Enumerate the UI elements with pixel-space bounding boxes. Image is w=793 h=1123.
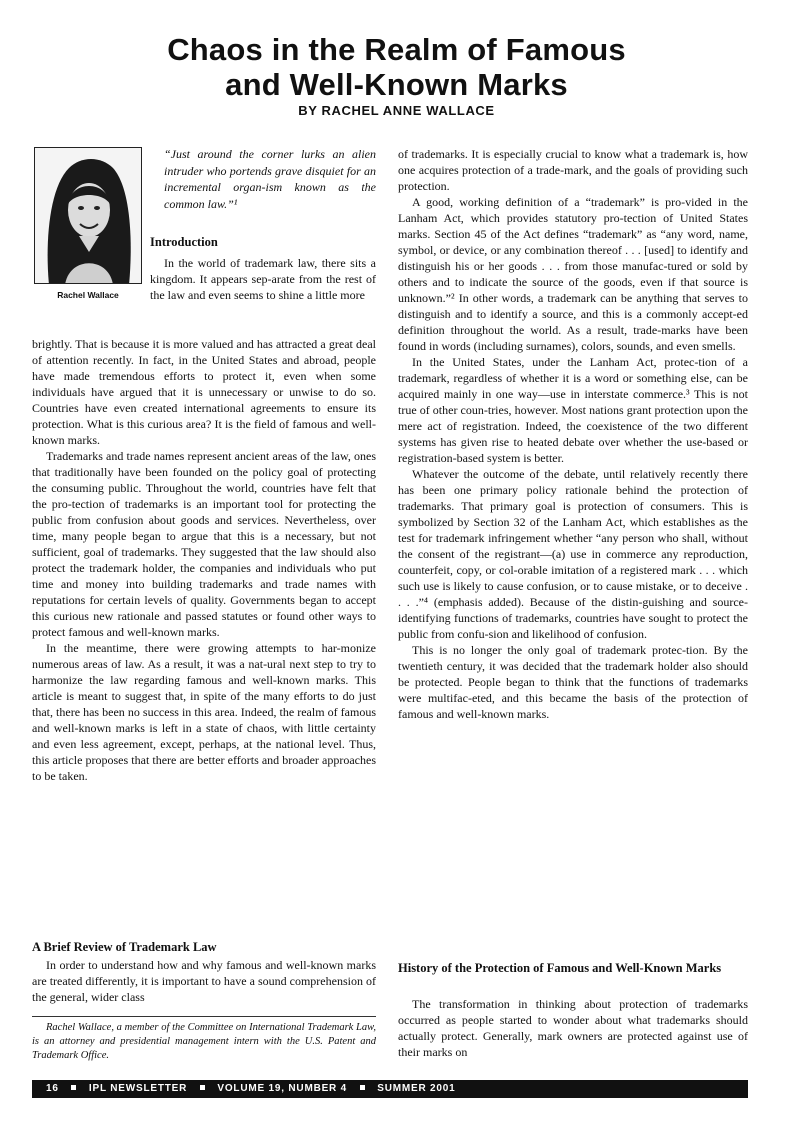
body-paragraph: Whatever the outcome of the debate, until relatively recently there has been one primary policy rationale behind the protection of trademarks. That primary goal is protection of consumers. This is symbolized by Section 32 of the Lanham Act, which establishes as the test for trademark infringement whether “any person who shall, without the consent of the registrant—(a) use in commerce any reproduction, counterfeit, copy, or col-orable imitation of a registered mark . . . which such use is likely to cause confusion, or to cause mistake, or to deceive . . . .”⁴ (emphasis added). Because of the distin-guishing and source-identifying functions of trademarks, countries have sought to protect the public from confu-sion and likelihood of confusion.	[398, 467, 748, 641]
review-column-body	[32, 957, 376, 1005]
footer-season: SUMMER 2001	[377, 1083, 456, 1094]
body-paragraph: The transformation in thinking about protection of trademarks occurred as people started to wonder about what trademarks should actually protect. Generally, mark owners are protected against use of their marks on	[398, 997, 748, 1059]
intro-paragraph-start	[150, 255, 376, 304]
footer-bar	[32, 1080, 748, 1098]
author-portrait-image	[35, 148, 142, 284]
footer-separator-square	[360, 1085, 365, 1090]
photo-caption: Rachel Wallace	[57, 290, 119, 300]
history-column-body	[398, 996, 748, 1060]
article-title-line1: Chaos in the Realm of Famous	[167, 32, 626, 67]
body-paragraph: In the meantime, there were growing attempts to har-monize numerous areas of law. As a result, it was a nat-ural next step to try to harmonize the law regarding famous and well-known marks. This article is meant to suggest that, in spite of the many efforts to do just that, there has been no success in this area. Indeed, the realm of famous and well-known marks is left in a state of chaos, with little certainty and even less agreement, except, perhaps, at the national level. Thus, this article proposes that there are better efforts and broader approaches to be taken.	[32, 641, 376, 783]
byline: BY RACHEL ANNE WALLACE	[298, 103, 495, 118]
body-paragraph: brightly. That is because it is more valued and has attracted a great deal of attention recently. In fact, in the United States and abroad, people have made tremendous efforts to protect it, even when some individuals have argued that it is unnecessary or unwise to do so. Countries have even created international agreements to ensure its protection. What is this curious area? It is the field of famous and well-known marks.	[32, 337, 376, 447]
article-title-line2: and Well-Known Marks	[225, 67, 568, 102]
footnote-divider	[32, 1016, 376, 1017]
right-column-body	[398, 146, 748, 722]
footer-volume: VOLUME 19, NUMBER 4	[217, 1083, 348, 1094]
body-paragraph: In the United States, under the Lanham Act, protec-tion of a trademark, regardless of whether it is a word or something else, can be acquired mainly in one way—use in interstate commerce.³ This is not true of other coun-tries, however. Most nations grant protection upon the mere act of registration. Indeed, the coexistence of the two different systems has given rise to heated debate over whether the use-based or registration-based system is better.	[398, 355, 748, 465]
footer-page-number: 16	[46, 1083, 59, 1094]
epigraph-quote: “Just around the corner lurks an alien intruder who portends grave disquiet for an incremental organ-ism known as the common law.”¹	[164, 147, 376, 211]
left-column-body	[32, 336, 376, 784]
section-heading-review: A Brief Review of Trademark Law	[32, 940, 217, 954]
author-photo	[34, 147, 142, 284]
footer-publication: IPL NEWSLETTER	[88, 1083, 188, 1094]
article-title	[20, 32, 773, 102]
footer-separator-square	[71, 1085, 76, 1090]
body-paragraph: A good, working definition of a “trademark” is pro-vided in the Lanham Act, which provides statutory pro-tection of United States marks. Section 45 of the Act defines “trademark” as “any word, name, symbol, or device, or any combination thereof . . . [used] to identify and distinguish his or her goods . . . from those manufac-tured or sold by others and to indicate the source of the goods, even if that source is unknown.”² In other words, a trademark can be anything that serves to distinguish and to identify a source, and this is a commonly accept-ed definition throughout the world. As a result, trade-marks have been found in words (including surnames), colors, sounds, and even smells.	[398, 195, 748, 353]
author-bio: Rachel Wallace, a member of the Committee on International Trademark Law, is an attorney and presidential management intern with the U.S. Patent and Trademark Office.	[32, 1022, 376, 1061]
section-heading-history: History of the Protection of Famous and Well-Known Marks	[398, 961, 722, 975]
body-paragraph: This is no longer the only goal of trademark protec-tion. By the twentieth century, it was decided that the trademark holder also should be protected. People began to think that the functions of trademarks were multifac-eted, and this became the basis of the protection of famous and well-known marks.	[398, 643, 748, 721]
intro-text: In the world of trademark law, there sits a kingdom. It appears sep-arate from the rest of the law and even seems to shine a little more	[150, 256, 376, 303]
body-paragraph: In order to understand how and why famous and well-known marks are treated differently, it is important to have a sound comprehension of the general, wider class	[32, 958, 376, 1004]
body-paragraph: of trademarks. It is especially crucial to know what a trademark is, how one acquires protection of a trade-mark, and the goals of providing such protection.	[398, 147, 748, 193]
footer-separator-square	[200, 1085, 205, 1090]
body-paragraph: Trademarks and trade names represent ancient areas of the law, ones that traditionally have been founded on the policy goal of protecting the consuming public. Throughout the world, countries have felt that the pro-tection of trademarks is an important tool for protecting the public from confusion about goods and services. Nevertheless, over time, many people began to argue that this is a necessary, but not sufficient, goal of trademarks. They suggested that the law should also protect the trademark holder, the companies and individuals who put time and money into building trademarks and trade names with reputations for certain levels of quality. Governments began to accept this curious new rationale and passed statutes or found other ways to protect famous and well-known marks.	[32, 449, 376, 639]
section-heading-introduction: Introduction	[150, 235, 218, 249]
